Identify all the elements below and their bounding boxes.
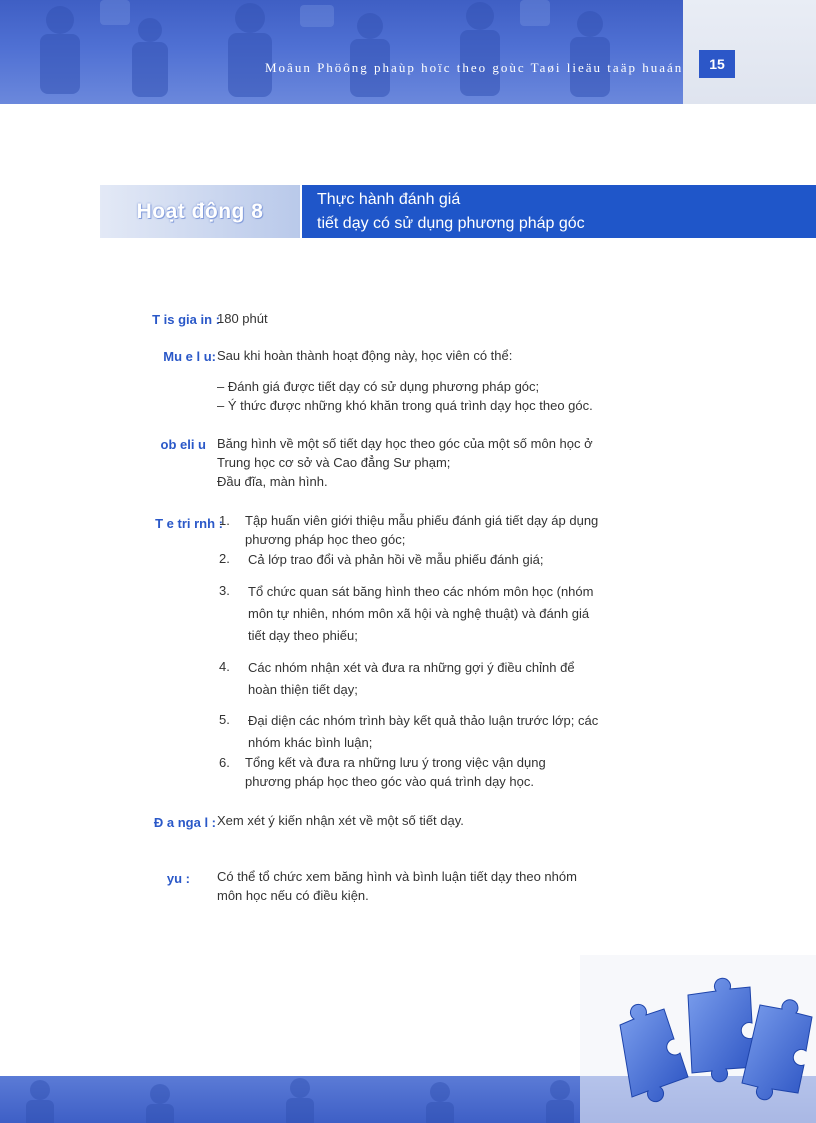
time-text: 180 phút bbox=[217, 311, 268, 326]
activity-title-bar bbox=[302, 185, 816, 238]
process-label: T e tri rnh : bbox=[155, 516, 223, 531]
step-number: 5. bbox=[219, 712, 230, 727]
step-number: 3. bbox=[219, 583, 230, 598]
step-line: Cả lớp trao đổi và phản hồi về mẫu phiếu đánh giá; bbox=[248, 552, 544, 567]
materials-line: Trung học cơ sở và Cao đẳng Sư phạm; bbox=[217, 455, 451, 470]
evaluation-text: Xem xét ý kiến nhận xét về một số tiết dạy. bbox=[217, 813, 464, 828]
step-line: hoàn thiện tiết dạy; bbox=[248, 682, 358, 697]
step-line: Đại diện các nhóm trình bày kết quả thảo luận trước lớp; các bbox=[248, 713, 599, 728]
materials-line: Băng hình về một số tiết dạy học theo góc của một số môn học ở bbox=[217, 436, 593, 451]
goal-label: Mu e l u: bbox=[163, 349, 216, 364]
step-line: Tập huấn viên giới thiệu mẫu phiếu đánh giá tiết dạy áp dụng bbox=[245, 513, 599, 528]
materials-line: Đầu đĩa, màn hình. bbox=[217, 474, 328, 489]
time-label: T is gia in : bbox=[152, 312, 220, 327]
evaluation-label: Đ a nga l : bbox=[153, 815, 216, 830]
puzzle-people-icon bbox=[580, 955, 816, 1123]
step-line: phương pháp học theo góc vào quá trình dạy học. bbox=[245, 774, 534, 789]
step-line: phương pháp học theo góc; bbox=[245, 532, 406, 547]
note-line: môn học nếu có điều kiện. bbox=[217, 888, 369, 903]
step-line: môn tự nhiên, nhóm môn xã hội và nghệ thuật) và đánh giá bbox=[248, 606, 590, 621]
step-line: Các nhóm nhận xét và đưa ra những gợi ý điều chỉnh để bbox=[248, 660, 575, 675]
goal-bullet: – Ý thức được những khó khăn trong quá trình dạy học theo góc. bbox=[217, 398, 593, 413]
header-band bbox=[0, 0, 683, 104]
goal-intro: Sau khi hoàn thành hoạt động này, học viên có thể: bbox=[217, 348, 513, 363]
step-number: 1. bbox=[219, 513, 230, 528]
activity-title-line2: tiết dạy có sử dụng phương pháp góc bbox=[317, 215, 585, 232]
step-number: 4. bbox=[219, 659, 230, 674]
activity-label: Hoạt động 8 bbox=[100, 185, 300, 238]
activity-title-line1: Thực hành đánh giá bbox=[317, 191, 461, 208]
page-number-badge: 15 bbox=[699, 50, 735, 78]
step-line: tiết dạy theo phiếu; bbox=[248, 628, 358, 643]
header-title: Moâun Phöông phaùp hoïc theo goùc Taøi lieäu taäp huaán bbox=[265, 60, 683, 75]
materials-label: ob eli u bbox=[160, 437, 206, 452]
step-line: nhóm khác bình luận; bbox=[248, 735, 373, 750]
step-number: 6. bbox=[219, 755, 230, 770]
header-puzzle-people-graphic bbox=[0, 0, 683, 104]
goal-bullet: – Đánh giá được tiết dạy có sử dụng phương pháp góc; bbox=[217, 379, 540, 394]
step-line: Tổ chức quan sát băng hình theo các nhóm môn học (nhóm bbox=[248, 584, 594, 599]
step-line: Tổng kết và đưa ra những lưu ý trong việc vận dụng bbox=[245, 755, 546, 770]
note-label: yu : bbox=[166, 871, 190, 886]
step-number: 2. bbox=[219, 551, 230, 566]
note-line: Có thể tổ chức xem băng hình và bình luận tiết dạy theo nhóm bbox=[217, 869, 577, 884]
